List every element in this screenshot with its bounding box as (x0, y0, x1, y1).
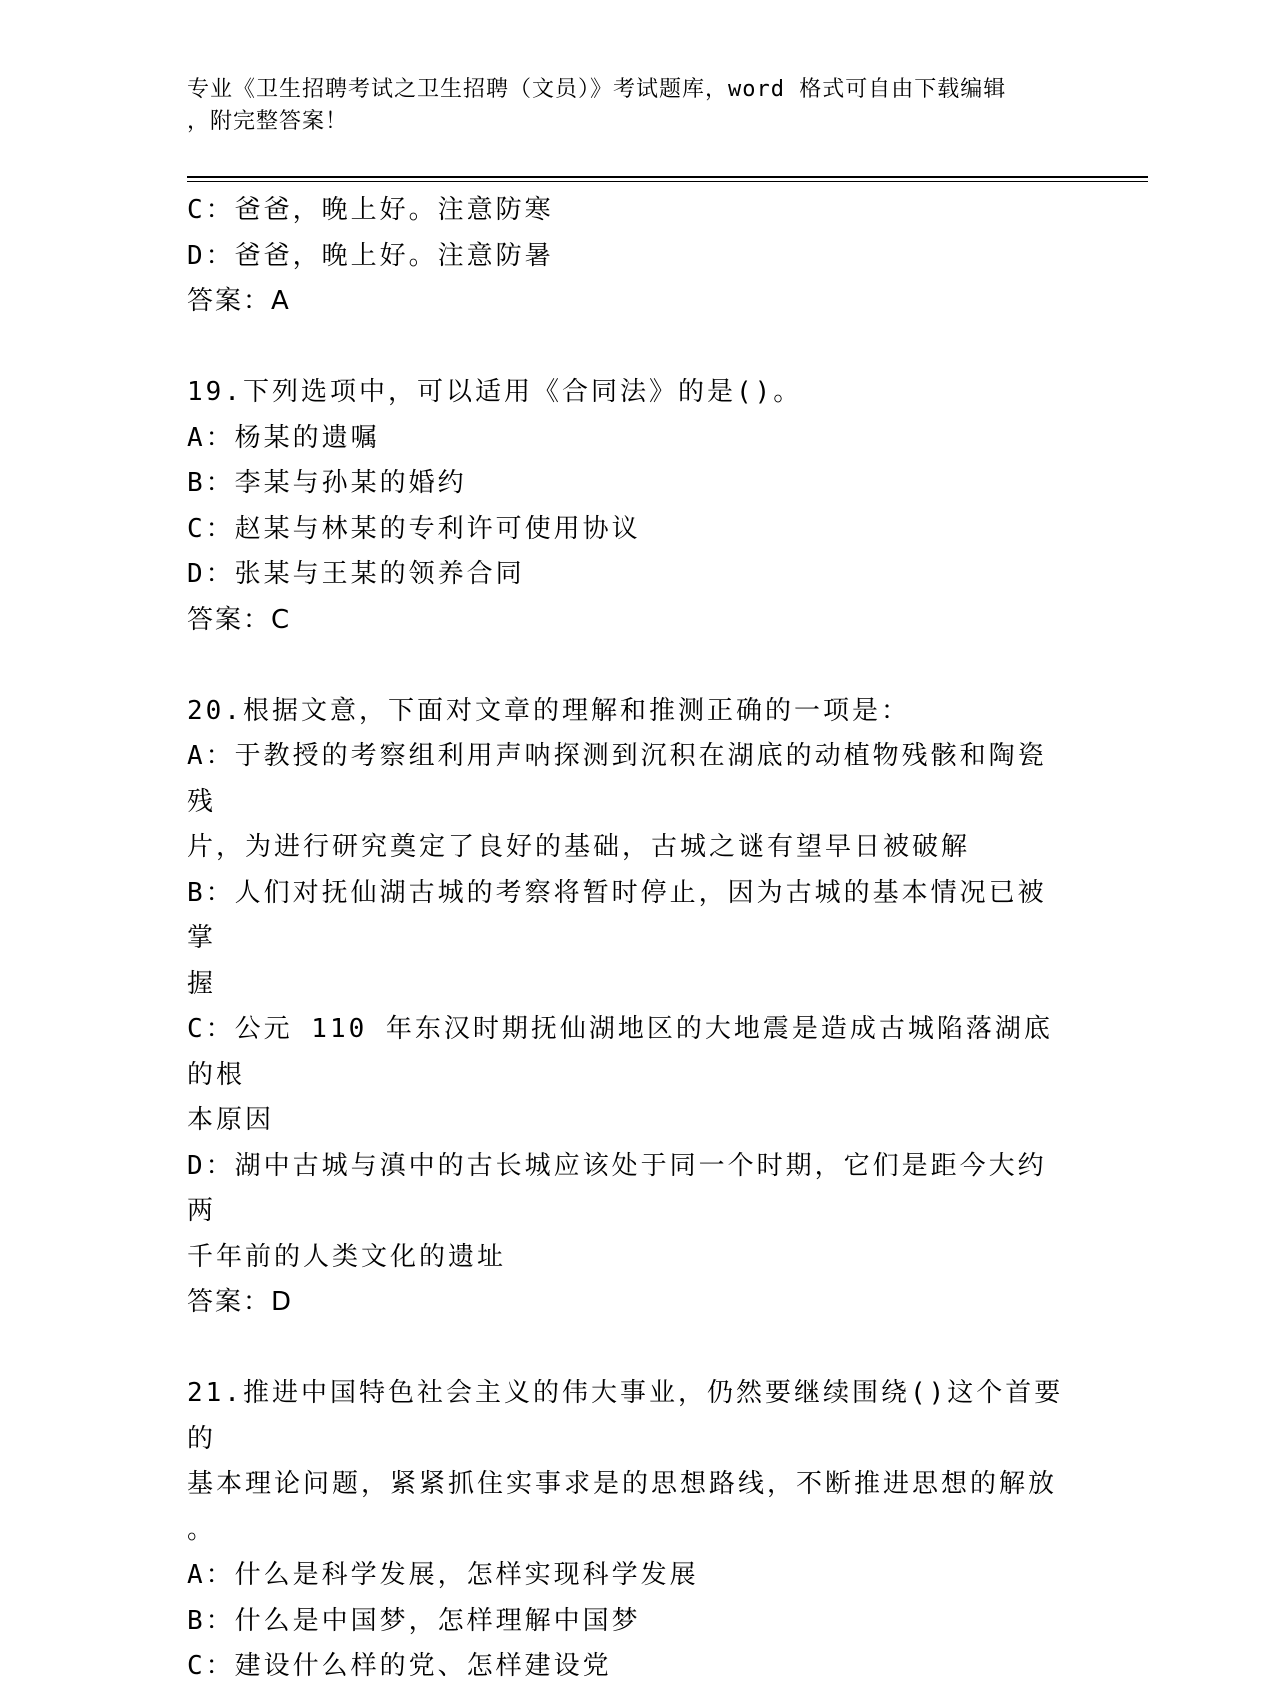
option-d: D：爸爸，晚上好。注意防暑 (187, 240, 554, 271)
question-text-line-2: 基本理论问题，紧紧抓住实事求是的思想路线，不断推进思想的解放 (187, 1469, 1058, 1499)
option-a: A：杨某的遗嘱 (187, 422, 380, 453)
header-divider-thick (187, 176, 1148, 178)
answer-line: 答案：C (187, 604, 292, 635)
option-c: C：爸爸，晚上好。注意防寒 (187, 195, 554, 225)
spacer (187, 1326, 1067, 1372)
question-list (187, 188, 1067, 1690)
question-text-line-1: 21.推进中国特色社会主义的伟大事业，仍然要继续围绕()这个首要的 (187, 1378, 1064, 1454)
option-b-line-2: 握 (187, 968, 217, 999)
option-a-line-1: A：于教授的考察组利用声呐探测到沉积在湖底的动植物残骸和陶瓷残 (187, 741, 1047, 817)
header-divider-thin (187, 181, 1148, 182)
question-21 (187, 1371, 1067, 1690)
question-text: 19.下列选项中，可以适用《合同法》的是()。 (187, 377, 803, 407)
option-a: A：什么是科学发展，怎样实现科学发展 (187, 1560, 699, 1590)
page-header (187, 74, 1087, 138)
option-b: B：什么是中国梦，怎样理解中国梦 (187, 1605, 641, 1636)
spacer (187, 325, 1067, 371)
option-d: D：张某与王某的领养合同 (187, 559, 525, 589)
option-c-line-2: 本原因 (187, 1105, 275, 1135)
answer-line: 答案：D (187, 1287, 294, 1317)
question-text: 20.根据文意，下面对文章的理解和推测正确的一项是： (187, 695, 910, 726)
option-c: C：赵某与林某的专利许可使用协议 (187, 513, 641, 544)
option-c-line-1: C：公元 110 年东汉时期抚仙湖地区的大地震是造成古城陷落湖底的根 (187, 1014, 1053, 1090)
header-line-2: ，附完整答案！ (187, 109, 349, 134)
question-20 (187, 689, 1067, 1326)
option-d-line-2: 千年前的人类文化的遗址 (187, 1241, 507, 1272)
header-line-1: 专业《卫生招聘考试之卫生招聘（文员）》考试题库，word 格式可自由下载编辑 (187, 77, 1007, 102)
option-b-line-1: B：人们对抚仙湖古城的考察将暂时停止，因为古城的基本情况已被掌 (187, 877, 1047, 953)
question-18 (187, 188, 1067, 325)
option-a-line-2: 片，为进行研究奠定了良好的基础，古城之谜有望早日被破解 (187, 832, 971, 862)
option-b: B：李某与孙某的婚约 (187, 468, 467, 498)
question-text-line-3: 。 (187, 1514, 217, 1545)
option-c: C：建设什么样的党、怎样建设党 (187, 1651, 612, 1681)
answer-line: 答案：A (187, 286, 291, 316)
question-19 (187, 370, 1067, 643)
spacer (187, 643, 1067, 689)
option-d-line-1: D：湖中古城与滇中的古长城应该处于同一个时期，它们是距今大约两 (187, 1150, 1047, 1226)
